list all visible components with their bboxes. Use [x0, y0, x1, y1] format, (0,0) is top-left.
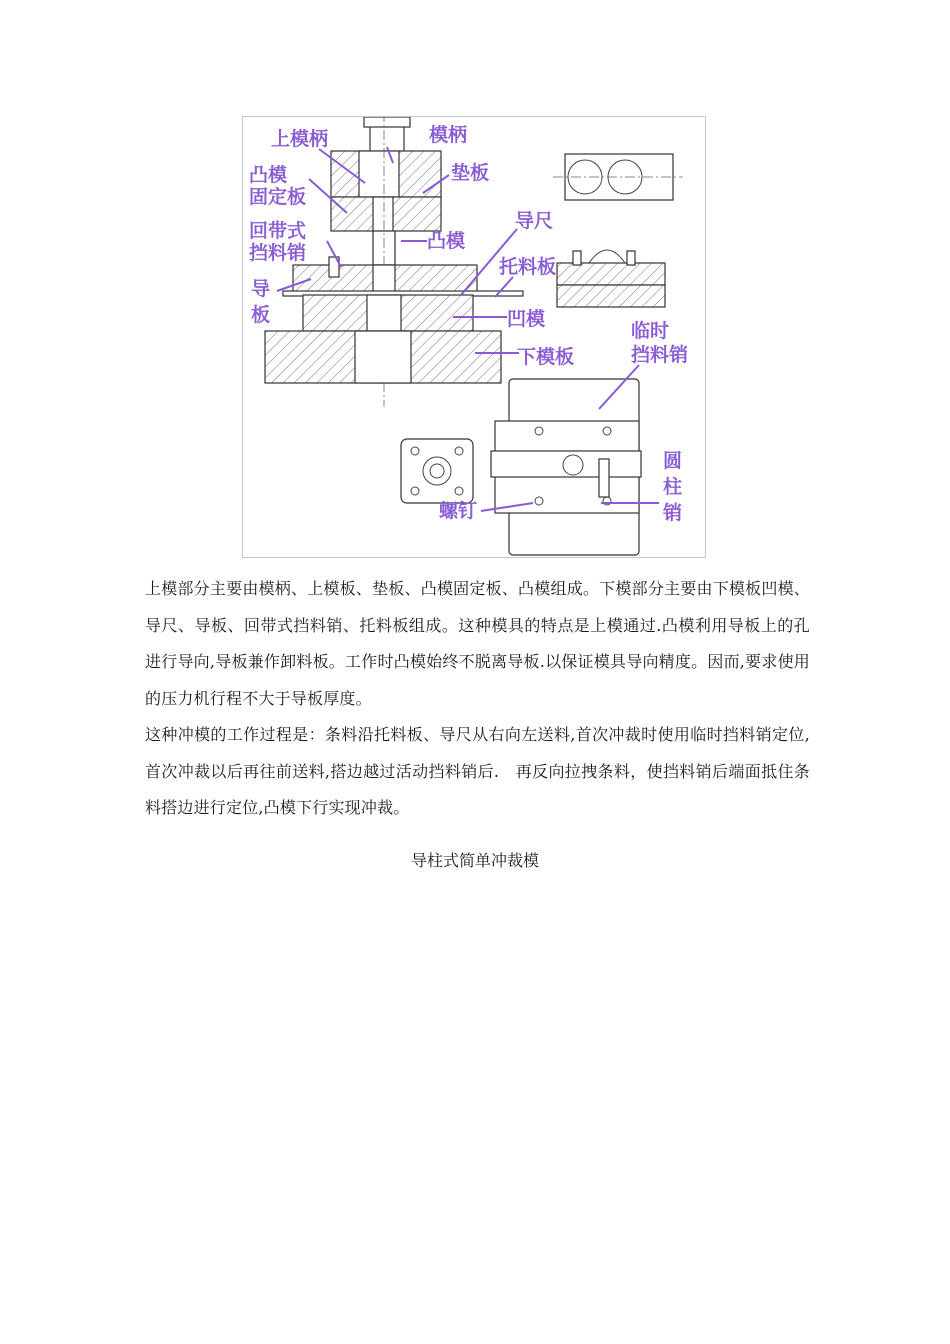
label-punch: 凸模 [427, 230, 466, 252]
label-support-plate: 托料板 [499, 256, 557, 278]
label-cylinder-3: 销 [663, 502, 683, 524]
die-drawing [243, 117, 707, 559]
label-backing-plate: 垫板 [451, 162, 490, 184]
label-return-stop-1: 回带式 [249, 220, 307, 242]
section-caption: 导柱式简单冲裁模 [410, 851, 539, 870]
paragraph-process: 这种冲模的工作过程是：条料沿托料板、导尺从右向左送料,首次冲裁时使用临时挡料销定位,首次冲裁以后再往前送料,搭边越过活动挡料销后. 再反向拉拽条料，使挡料销后端面抵住条料搭边进行定位,凸模下行实现冲裁。 [145, 725, 810, 817]
punch-plate-top-view [401, 439, 473, 503]
label-screw: 螺钉 [439, 500, 478, 522]
die-assembly-figure [242, 116, 706, 558]
label-punch-fixing-1: 凸模 [249, 164, 288, 186]
lower-die-plan [491, 379, 641, 555]
paragraph-structure: 上模部分主要由模柄、上模板、垫板、凸模固定板、凸模组成。下模部分主要由下模板凹模、导尺、导板、回带式挡料销、托料板组成。这种模具的特点是上模通过.凸模利用导板上的孔进行导向,导板兼作卸料板。工作时凸模始终不脱离导板.以保证模具导向精度。因而,要求使用的压力机行程不大于导板厚度。 [145, 579, 810, 708]
label-punch-fixing-2: 固定板 [249, 186, 307, 208]
label-temp-stop-2: 挡料销 [631, 344, 689, 366]
label-handle: 模柄 [429, 124, 468, 146]
label-die: 凹模 [507, 308, 546, 330]
label-guide-ruler: 导尺 [515, 210, 554, 232]
label-guide-plate-2: 板 [251, 304, 271, 326]
label-upper-handle: 上模柄 [271, 128, 329, 150]
side-section [557, 250, 665, 307]
label-return-stop-2: 挡料销 [249, 242, 307, 264]
label-temp-stop-1: 临时 [631, 320, 670, 342]
top-view-strip [553, 154, 683, 200]
label-cylinder-1: 圆 [663, 450, 683, 472]
label-cylinder-2: 柱 [663, 476, 683, 498]
label-guide-plate-1: 导 [251, 278, 271, 300]
label-lower-plate: 下模板 [517, 346, 575, 368]
